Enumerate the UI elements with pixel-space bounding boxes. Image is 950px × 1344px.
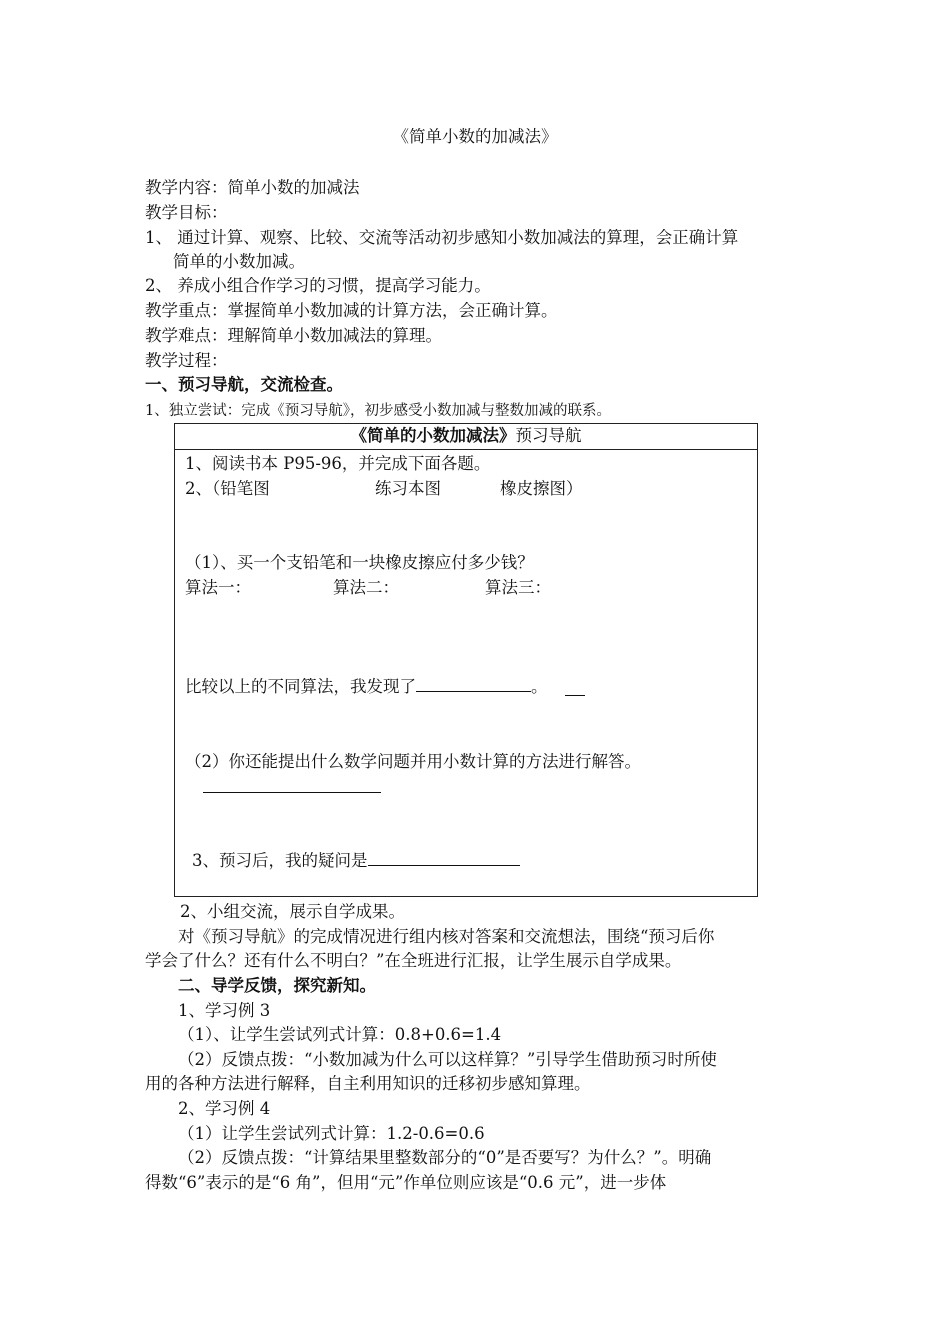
teaching-content: 教学内容：简单小数的加减法 [145, 178, 360, 197]
question-3-answer-blank[interactable] [368, 864, 520, 866]
example-4-step-2-line-1: （2）反馈点拨：“计算结果里整数部分的“0”是否要写？为什么？”。明确 [178, 1148, 712, 1167]
teaching-key-point: 教学重点：掌握简单小数加减的计算方法，会正确计算。 [145, 301, 558, 320]
example-4-step-1: （1）让学生尝试列式计算：1.2-0.6=0.6 [178, 1124, 485, 1143]
question-3-text: 3、预习后，我的疑问是 [192, 851, 368, 870]
section-1-heading: 一、预习导航，交流检查。 [145, 375, 343, 394]
teaching-goals-heading: 教学目标： [145, 203, 228, 222]
box-line-pictures-c: 橡皮擦图） [500, 479, 583, 498]
preview-guide-subtitle: 预习导航 [515, 426, 582, 445]
step-2-group-exchange: 2、小组交流，展示自学成果。 [180, 902, 405, 921]
example-4-heading: 2、学习例 4 [178, 1099, 271, 1118]
exchange-paragraph-line-2: 学会了什么？还有什么不明白？”在全班进行汇报，让学生展示自学成果。 [145, 951, 682, 970]
algorithm-3-label: 算法三： [485, 578, 551, 597]
preview-guide-header [175, 424, 757, 450]
box-line-read-book: 1、阅读书本 P95-96，并完成下面各题。 [185, 454, 491, 473]
teaching-process-heading: 教学过程： [145, 351, 228, 370]
example-3-step-2-line-1: （2）反馈点拨：“小数加减为什么可以这样算？”引导学生借助预习时所使 [178, 1050, 717, 1069]
box-line-pictures-a: 2、（铅笔图 [185, 479, 270, 498]
example-3-heading: 1、学习例 3 [178, 1001, 271, 1020]
question-2-answer-blank[interactable] [203, 792, 381, 793]
preview-guide-title: 《简单的小数加减法》 [350, 426, 516, 445]
box-question-1: （1）、买一个支铅笔和一块橡皮擦应付多少钱？ [185, 553, 534, 572]
compare-underline-tail [565, 695, 585, 696]
algorithm-2-label: 算法二： [333, 578, 399, 597]
goal-2: 2、 养成小组合作学习的习惯，提高学习能力。 [145, 276, 491, 295]
example-3-step-2-line-2: 用的各种方法进行解释，自主利用知识的迁移初步感知算理。 [145, 1074, 591, 1093]
example-4-step-2-line-2: 得数“6”表示的是“6 角”，但用“元”作单位则应该是“0.6 元”，进一步体 [145, 1173, 667, 1192]
goal-1-continued: 简单的小数加减。 [173, 252, 305, 271]
box-question-3 [192, 849, 520, 873]
exchange-paragraph-line-1: 对《预习导航》的完成情况进行组内核对答案和交流想法，围绕“预习后你 [178, 927, 715, 946]
teaching-difficulty: 教学难点：理解简单小数加减法的算理。 [145, 326, 442, 345]
step-1-text: 1、独立尝试：完成《预习导航》，初步感受小数加减与整数加减的联系。 [145, 403, 611, 419]
goal-1: 1、 通过计算、观察、比较、交流等活动初步感知小数加减法的算理，会正确计算 [145, 228, 739, 247]
compare-end: 。 [531, 677, 548, 696]
section-2-heading: 二、导学反馈，探究新知。 [178, 976, 376, 995]
example-3-step-1: （1）、让学生尝试列式计算：0.8+0.6=1.4 [178, 1025, 502, 1044]
compare-text: 比较以上的不同算法，我发现了 [185, 677, 416, 696]
box-question-2: （2）你还能提出什么数学问题并用小数计算的方法进行解答。 [185, 752, 641, 771]
step-1-independent-try [145, 398, 611, 423]
document-title: 《简单小数的加减法》 [392, 127, 558, 146]
preview-guide-box [174, 423, 758, 897]
algorithm-1-label: 算法一： [185, 578, 251, 597]
compare-answer-blank[interactable] [416, 690, 531, 692]
box-line-pictures-b: 练习本图 [375, 479, 441, 498]
compare-line [185, 675, 548, 699]
